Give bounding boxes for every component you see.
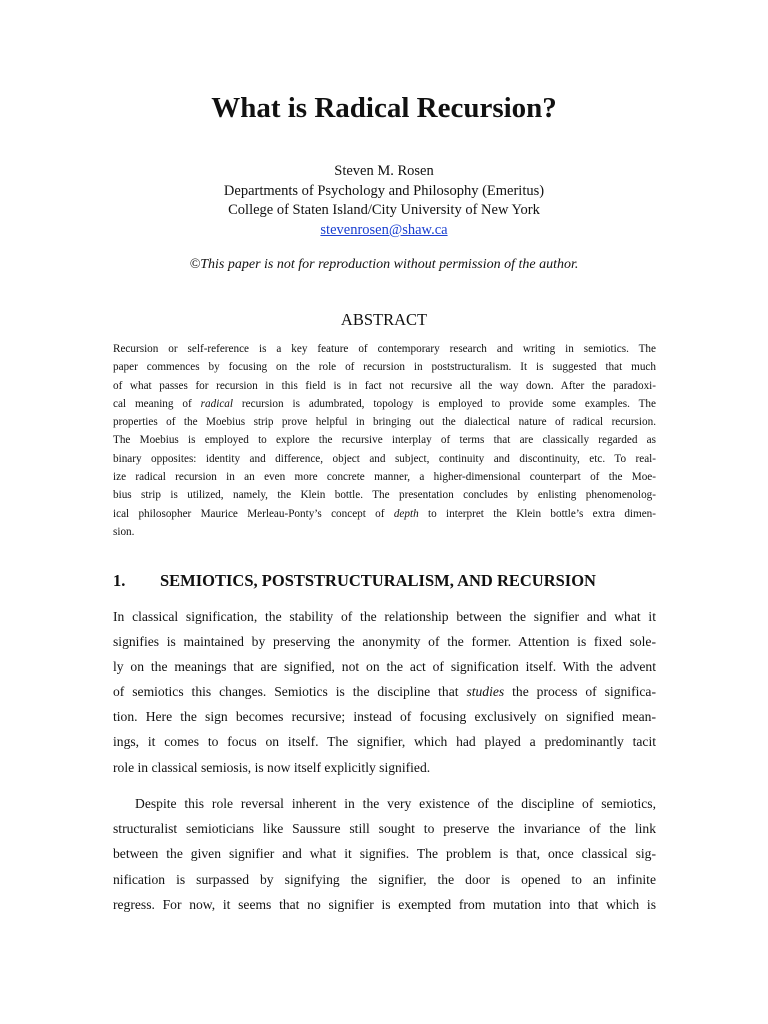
- author-name: Steven M. Rosen: [334, 163, 434, 179]
- paragraph-line: In classical signification, the stability of the relationship between the signifier and what it: [113, 609, 656, 624]
- abstract-line: of what passes for recursion in this field is in fact not recursive all the way down. After the paradoxi-: [113, 379, 656, 392]
- paragraph-line: Despite this role reversal inherent in the very existence of the discipline of semiotics,: [135, 796, 656, 811]
- paragraph-line: nification is surpassed by signifying the signifier, the door is opened to an infinite: [113, 871, 656, 887]
- author-block: [0, 162, 768, 240]
- abstract-line: sion.: [113, 525, 135, 538]
- email-line: [0, 221, 768, 241]
- abstract-line: binary opposites: identity and difference, object and subject, continuity and discontinuity, etc. To real-: [113, 452, 656, 465]
- paragraph-line: between the given signifier and what it signifies. The problem is that, once classical sig-: [113, 846, 656, 862]
- section-number: 1.: [113, 571, 126, 590]
- abstract-line: properties of the Moebius strip prove helpful in bringing out the dialectical nature of radical recursion.: [113, 416, 656, 429]
- paragraph-line-start: of semiotics this changes. Semiotics is the discipline that: [113, 684, 467, 700]
- paragraph-line: signifies is maintained by preserving the anonymity of the former. Attention is fixed sole-: [113, 634, 656, 650]
- paragraph-line: regress. For now, it seems that no signifier is exempted from mutation into that which is: [113, 896, 656, 912]
- abstract-heading: ABSTRACT: [340, 310, 428, 329]
- abstract-line: [113, 395, 656, 413]
- paragraph-line-end: the process of significa-: [504, 684, 656, 700]
- paper-title: What is Radical Recursion?: [211, 92, 557, 124]
- abstract-line: [113, 505, 656, 523]
- abstract-emphasis-depth: depth: [393, 507, 419, 520]
- section-title: SEMIOTICS, POSTSTRUCTURALISM, AND RECURSION: [160, 571, 596, 590]
- abstract-line: The Moebius is employed to explore the recursive interplay of terms that are classically regarded as: [113, 434, 656, 447]
- abstract-line-end: to interpret the Klein bottle’s extra dimen-: [418, 507, 657, 520]
- body-paragraph-1: [113, 604, 656, 780]
- section-heading: [113, 571, 673, 591]
- abstract-text: [113, 340, 656, 541]
- affiliation-institution: College of Staten Island/City University of New York: [228, 202, 540, 218]
- copyright-notice: ©This paper is not for reproduction without permission of the author.: [189, 257, 579, 272]
- paragraph-line: ings, it comes to focus on itself. The signifier, which had played a predominantly tacit: [113, 734, 656, 750]
- body-paragraph-2: [113, 791, 656, 917]
- abstract-line: Recursion or self-reference is a key feature of contemporary research and writing in semiotics. The: [113, 343, 656, 355]
- abstract-line-start: cal meaning of: [113, 397, 201, 410]
- abstract-emphasis-radical: radical: [200, 397, 233, 410]
- abstract-line-start: ical philosopher Maurice Merleau-Ponty’s concept of: [113, 507, 394, 520]
- paragraph-line: tion. Here the sign becomes recursive; instead of focusing exclusively on signified mean-: [113, 709, 656, 725]
- paragraph-line: structuralist semioticians like Saussure still sought to preserve the invariance of the link: [113, 821, 656, 837]
- abstract-line-end: recursion is adumbrated, topology is employed to provide some examples. The: [233, 397, 656, 410]
- affiliation-department: Departments of Psychology and Philosophy (Emeritus): [223, 182, 545, 199]
- emphasis-studies: studies: [466, 684, 505, 700]
- paragraph-line: ly on the meanings that are signified, not on the act of signification itself. With the advent: [113, 659, 656, 675]
- abstract-line: paper commences by focusing on the role of recursion in poststructuralism. It is suggested that much: [113, 361, 656, 374]
- paragraph-line: [113, 679, 656, 704]
- abstract-line: bius strip is utilized, namely, the Klein bottle. The presentation concludes by enlisting phenomenolog-: [113, 489, 656, 502]
- paragraph-line: role in classical semiosis, is now itself explicitly signified.: [113, 759, 431, 775]
- author-email-link[interactable]: stevenrosen@shaw.ca: [320, 221, 448, 238]
- abstract-line: ize radical recursion in an even more concrete manner, a higher-dimensional counterpart of the Moe-: [113, 471, 656, 484]
